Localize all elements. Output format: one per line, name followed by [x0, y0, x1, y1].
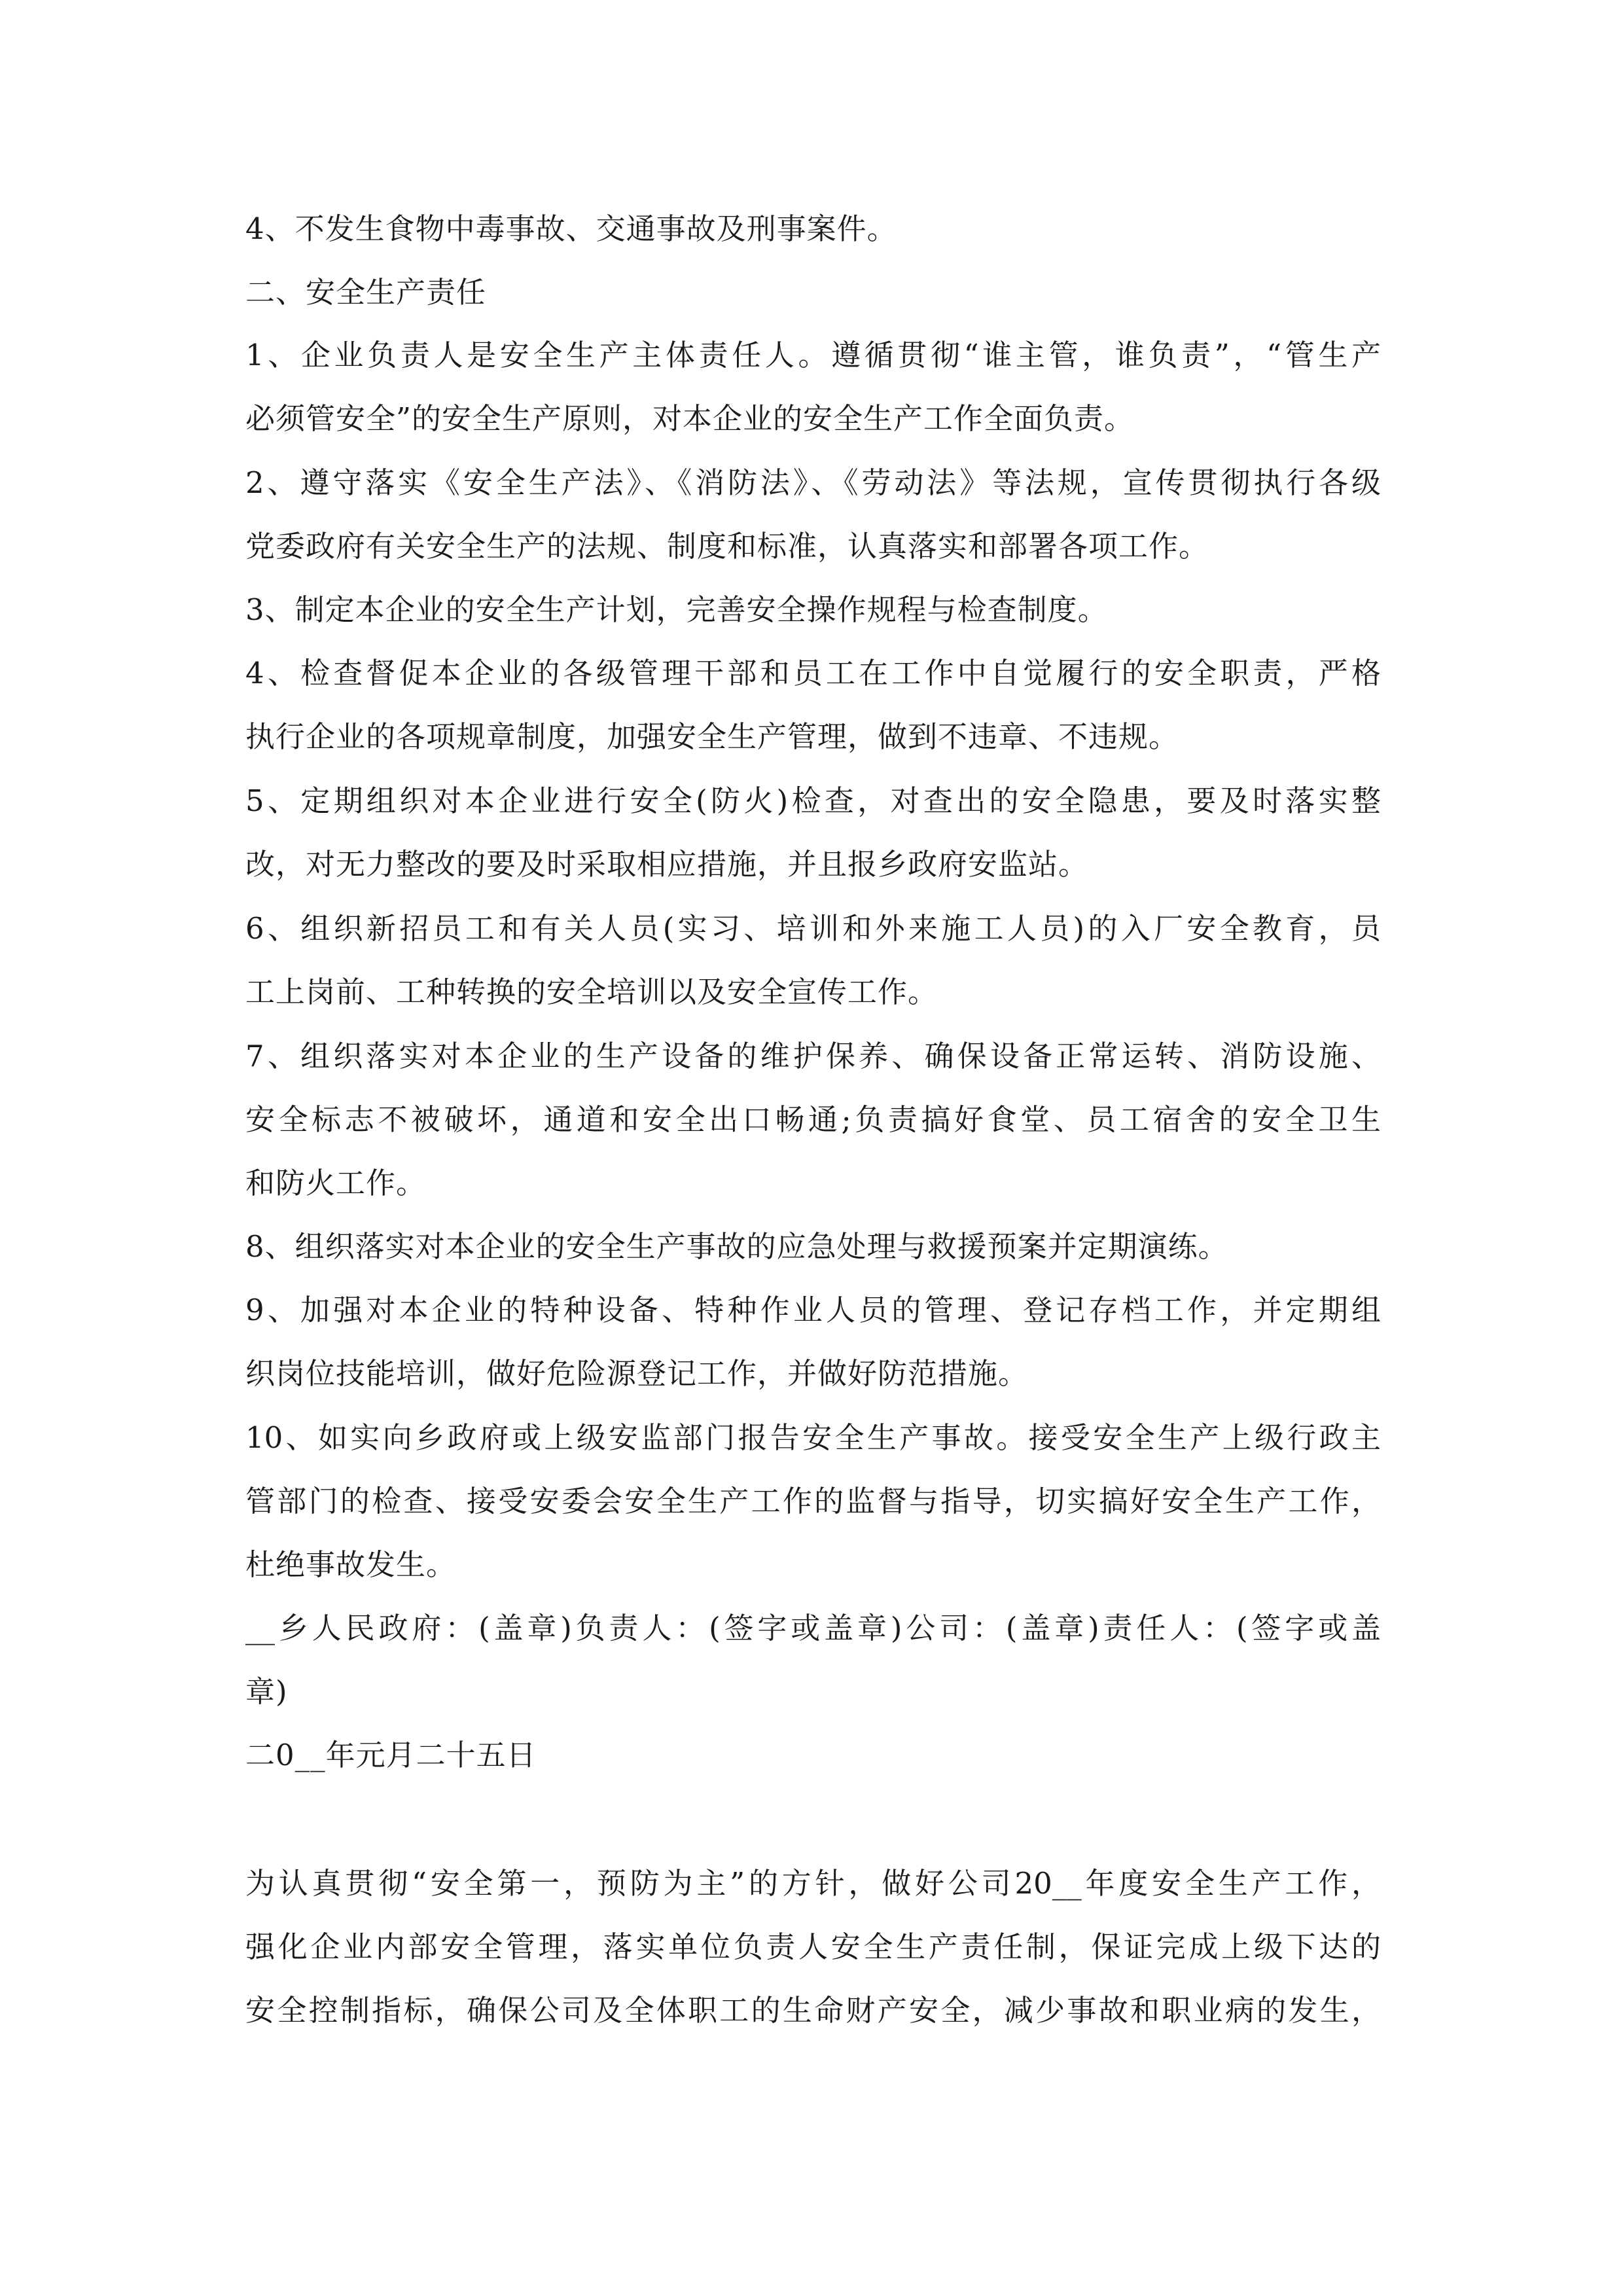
section2-item-7-line-1: 7、组织落实对本企业的生产设备的维护保养、确保设备正常运转、消防设施、 [245, 1039, 1381, 1073]
section2-item-5-line-1: 5、定期组织对本企业进行安全(防火)检查，对查出的安全隐患，要及时落实整 [245, 783, 1381, 818]
section2-item-5-line-2: 改，对无力整改的要及时采取相应措施，并且报乡政府安监站。 [245, 847, 1089, 882]
section2-item-8-line-1: 8、组织落实对本企业的安全生产事故的应急处理与救援预案并定期演练。 [245, 1229, 1228, 1264]
section2-item-1-line-2: 必须管安全”的安全生产原则，对本企业的安全生产工作全面负责。 [245, 401, 1135, 436]
section1-item-4: 4、不发生食物中毒事故、交通事故及刑事案件。 [245, 211, 897, 246]
section2-item-3-line-1: 3、制定本企业的安全生产计划，完善安全操作规程与检查制度。 [245, 592, 1108, 627]
signature-line-2: 章) [245, 1674, 288, 1709]
section2-item-9-line-2: 织岗位技能培训，做好危险源登记工作，并做好防范措施。 [245, 1356, 1029, 1391]
section2-item-4-line-1: 4、检查督促本企业的各级管理干部和员工在工作中自觉履行的安全职责，严格 [245, 656, 1381, 691]
section2-item-7-line-2: 安全标志不被破坏，通道和安全出口畅通;负责搞好食堂、员工宿舍的安全卫生 [245, 1102, 1381, 1137]
section2-item-6-line-1: 6、组织新招员工和有关人员(实习、培训和外来施工人员)的入厂安全教育，员 [245, 911, 1381, 946]
section2-item-6-line-2: 工上岗前、工种转换的安全培训以及安全宣传工作。 [245, 975, 938, 1009]
signature-line-1: __乡人民政府：(盖章)负责人：(签字或盖章)公司：(盖章)责任人：(签字或盖 [245, 1611, 1381, 1645]
section2-item-4-line-2: 执行企业的各项规章制度，加强安全生产管理，做到不违章、不违规。 [245, 719, 1179, 754]
section2-item-10-line-2: 管部门的检查、接受安委会安全生产工作的监督与指导，切实搞好安全生产工作， [245, 1484, 1381, 1518]
section2-item-1-line-1: 1、企业负责人是安全生产主体责任人。遵循贯彻“谁主管，谁负责”，“管生产 [245, 338, 1381, 372]
next-document-line-3: 安全控制指标，确保公司及全体职工的生命财产安全，减少事故和职业病的发生， [245, 1993, 1381, 2028]
section2-heading: 二、安全生产责任 [245, 275, 487, 310]
section2-item-9-line-1: 9、加强对本企业的特种设备、特种作业人员的管理、登记存档工作，并定期组 [245, 1293, 1381, 1327]
next-document-line-1: 为认真贯彻“安全第一，预防为主”的方针，做好公司20__年度安全生产工作， [245, 1866, 1381, 1901]
section2-item-2-line-1: 2、遵守落实《安全生产法》、《消防法》、《劳动法》等法规，宣传贯彻执行各级 [245, 465, 1381, 500]
signature-date: 二0__年元月二十五日 [245, 1738, 537, 1772]
section2-item-2-line-2: 党委政府有关安全生产的法规、制度和标准，认真落实和部署各项工作。 [245, 529, 1209, 564]
next-document-line-2: 强化企业内部安全管理，落实单位负责人安全生产责任制，保证完成上级下达的 [245, 1929, 1381, 1964]
section2-item-7-line-3: 和防火工作。 [245, 1166, 427, 1200]
section2-item-10-line-3: 杜绝事故发生。 [245, 1547, 457, 1582]
section2-item-10-line-1: 10、如实向乡政府或上级安监部门报告安全生产事故。接受安全生产上级行政主 [245, 1420, 1381, 1455]
